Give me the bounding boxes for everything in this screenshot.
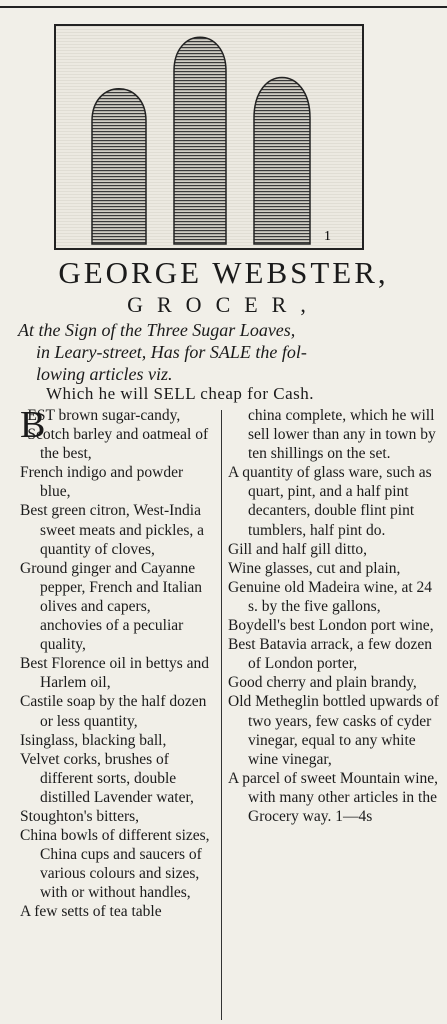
list-item [20,731,216,750]
list-item [228,635,442,673]
list-item [20,902,216,921]
top-rule [0,6,447,8]
list-item-text: A parcel of sweet Mountain wine, with many other articles in the Grocery way. 1—4s [228,769,439,825]
list-item [20,750,216,807]
right-column [228,406,442,826]
list-item-text: Best Florence oil in bettys and Harlem oil, [20,655,209,692]
sugar-loaf-right [254,78,310,245]
list-item [20,425,216,463]
list-item [228,692,442,768]
list-item [20,559,216,654]
sell-line: Which he will SELL cheap for Cash. [46,384,314,403]
list-item-text: Best green citron, West-India sweet meats and pickles, a quantity of cloves, [20,502,204,558]
drop-cap: B [20,404,46,446]
list-item-text: Castile soap by the half dozen or less quantity, [20,693,207,730]
list-item-text: Isinglass, blacking ball, [20,731,167,749]
list-item-text: A quantity of glass ware, such as quart, pint, and a half pint decanters, double flint pint tumblers, half pint do. [228,464,432,539]
list-item-text: china complete, which he will sell lower than any in town by ten shillings on the set. [248,407,436,463]
list-item-text: EST brown sugar-candy, [27,407,181,424]
list-item [228,578,442,616]
list-item-text: Velvet corks, brushes of different sorts, double distilled Lavender water, [20,750,194,806]
intro-line-3: lowing articles viz. [36,364,173,384]
list-item-text: Wine glasses, cut and plain, [228,559,401,577]
merchant-trade: GROCER, [127,292,320,317]
list-item [228,559,442,578]
list-item [20,501,216,558]
list-item-text: Ground ginger and Cayanne pepper, French and Italian olives and capers, anchovies of a peculiar quality, [20,559,203,654]
list-item [20,692,216,730]
list-item [228,616,442,635]
list-item [20,654,216,692]
sugar-loaves-logo [54,24,364,250]
list-item-text: Stoughton's bitters, [20,807,140,825]
intro-line-1: At the Sign of the Three Sugar Loaves, [18,320,296,340]
list-item [228,540,442,559]
merchant-name: GEORGE WEBSTER, [58,255,389,290]
logo-mark: 1 [324,229,331,244]
list-item [20,826,216,902]
list-item-text: Gill and half gill ditto, [228,540,368,558]
column-divider [221,410,222,1020]
list-item [228,406,442,463]
list-item [20,463,216,501]
three-sugar-loaves-icon [56,26,362,248]
list-item-text: Old Metheglin bottled upwards of two years, few casks of cyder vinegar, equal to any white wine vinegar, [228,693,439,768]
list-item-text: A few setts of tea table [20,903,162,921]
left-column [20,406,216,922]
sugar-loaf-center [174,37,226,244]
list-item-text: French indigo and powder blue, [20,464,184,501]
list-item [20,807,216,826]
intro-line-2: in Leary-street, Has for SALE the fol- [36,342,307,362]
list-item [228,673,442,692]
list-item [228,463,442,539]
list-item-text: Genuine old Madeira wine, at 24 s. by the five gallons, [228,578,433,615]
list-item-text: Good cherry and plain brandy, [228,674,417,692]
list-item-text: China bowls of different sizes, China cups and saucers of various colours and sizes, with or without handles, [20,827,210,902]
list-item-text: Scotch barley and oatmeal of the best, [27,426,209,463]
list-item-text: Best Batavia arrack, a few dozen of London porter, [228,636,432,673]
list-item-text: Boydell's best London port wine, [228,617,434,635]
list-item [228,769,442,826]
sugar-loaf-left [92,89,146,244]
